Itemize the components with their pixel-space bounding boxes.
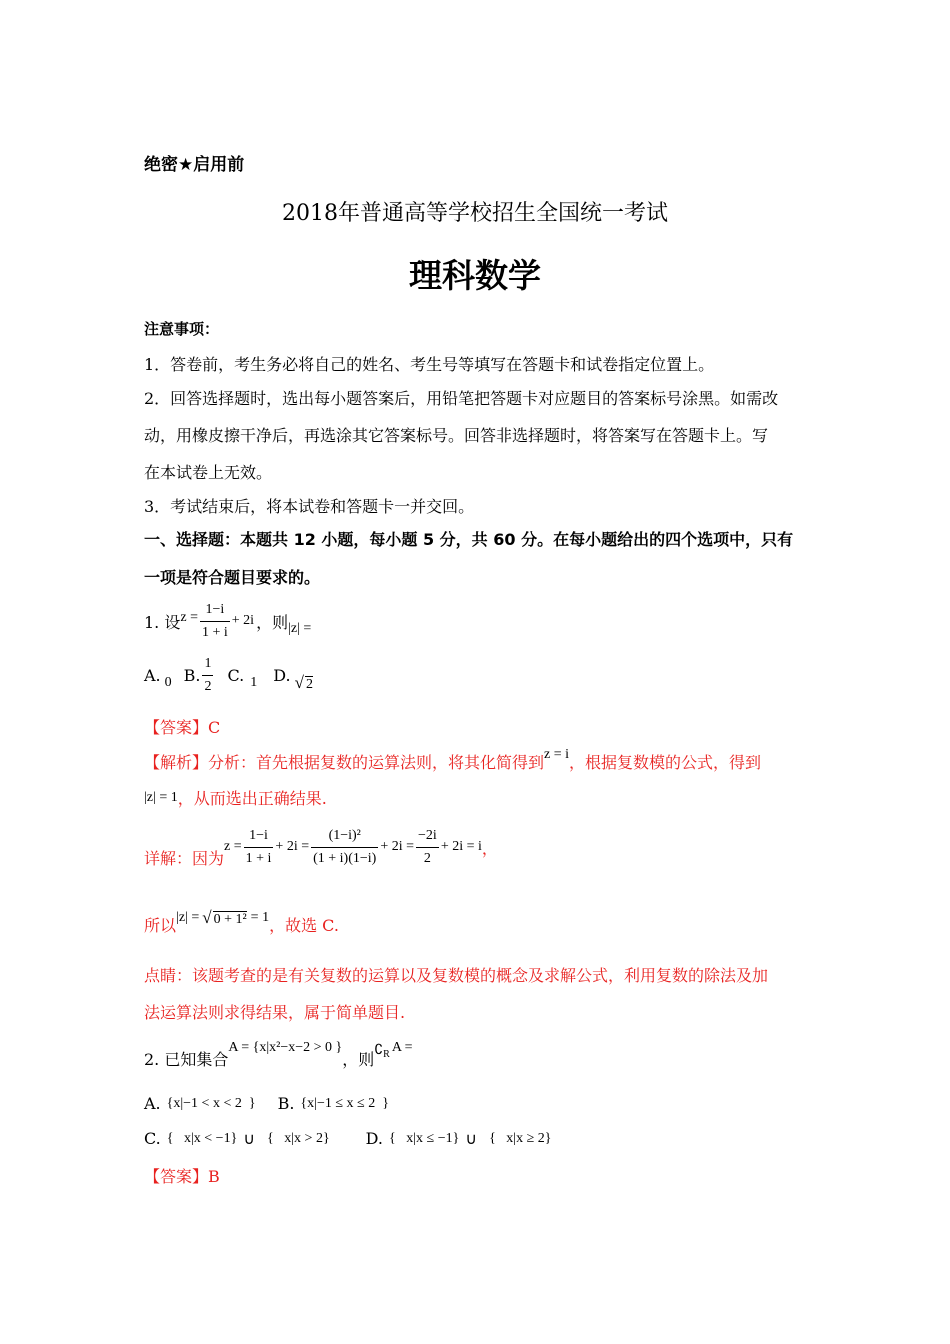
question-1-option-b-denominator: 2	[204, 678, 212, 694]
section-1-heading-line-2: 一项是符合题目要求的。	[144, 568, 321, 587]
question-2-option-d-label: D.	[365, 1129, 384, 1148]
question-1-stem	[144, 596, 311, 646]
question-1-options	[144, 652, 313, 698]
question-2-options-row-1	[144, 1094, 389, 1113]
notice-item-3: 3．考试结束后，将本试卷和答题卡一并交回。	[144, 497, 475, 516]
question-1-prefix: 1. 设	[144, 612, 181, 632]
question-1-detail-plus-3: + 2i = i	[440, 839, 482, 854]
question-1-detail-z-eq: z =	[224, 839, 242, 854]
exam-title: 2018年普通高等学校招生全国统一考试	[282, 201, 668, 226]
notice-item-2-line-1: 2．回答选择题时，选出每小题答案后，用铅笔把答题卡对应题目的答案标号涂黑。如需改	[144, 389, 779, 408]
question-2-option-d-value-2: { x|x ≥ 2}	[489, 1130, 552, 1146]
question-2-option-a-label: A.	[144, 1094, 161, 1113]
question-1-option-b-fraction	[202, 654, 213, 697]
question-1-fraction-numerator: 1−i	[200, 600, 230, 622]
question-1-option-d-label: D.	[273, 665, 291, 685]
question-1-analysis-part-b: ，根据复数模的公式，得到	[569, 753, 762, 772]
question-2-subscript-r: R	[383, 1048, 390, 1060]
question-1-detail-fraction-3-numerator: −2i	[416, 826, 439, 848]
question-1-analysis-abs-z: |z| = 1	[144, 789, 178, 805]
question-1-conclusion-eq: = 1	[250, 910, 270, 925]
question-2-a-eq: A =	[391, 1040, 413, 1055]
question-1-analysis-part-c: ，从而选出正确结果.	[177, 789, 327, 808]
question-1-detail-fraction-1	[244, 826, 274, 869]
question-1-analysis-line-1	[144, 747, 762, 773]
question-2-answer: 【答案】B	[144, 1167, 220, 1186]
question-1-detail-fraction-2	[311, 826, 378, 869]
question-1-detail-plus-1: + 2i =	[275, 839, 310, 854]
question-1-analysis-line-2	[144, 786, 327, 809]
notice-item-1: 1．答卷前，考生务必将自己的姓名、考生号等填写在答题卡和试卷指定位置上。	[144, 355, 715, 374]
question-1-analysis-z-eq-i: z = i	[544, 747, 570, 762]
question-2-option-b-value: {x|−1 ≤ x ≤ 2 }	[300, 1095, 389, 1111]
question-1-detail-fraction-3-denominator: 2	[423, 850, 431, 866]
question-1-conclusion-root	[202, 908, 246, 928]
question-1-option-c-value: 1	[250, 675, 258, 690]
complement-icon: ∁	[374, 1042, 384, 1058]
question-1-then: ，则	[256, 612, 289, 632]
question-1-conclusion-radicand: 0 + 1²	[213, 912, 247, 927]
question-1-conclusion	[144, 900, 339, 936]
subject-title: 理科数学	[409, 256, 541, 295]
question-2-option-d-value-1: { x|x ≤ −1}	[389, 1130, 460, 1146]
question-1-option-c-label: C.	[227, 665, 245, 685]
question-1-fraction	[200, 600, 230, 643]
question-1-abs-z: |z| =	[288, 621, 312, 636]
question-1-option-a-label: A.	[144, 665, 161, 685]
question-1-analysis-part-a: 【解析】分析：首先根据复数的运算法则，将其化简得到	[144, 753, 545, 772]
question-2-stem	[144, 1036, 413, 1068]
question-1-option-b-label: B.	[183, 665, 201, 685]
question-1-comment-line-2: 法运算法则求得结果，属于简单题目.	[144, 1003, 406, 1022]
question-1-detail	[144, 818, 498, 876]
question-1-detail-fraction-1-denominator: 1 + i	[245, 850, 272, 866]
sqrt-icon: √	[202, 908, 212, 927]
question-1-plus-2i: + 2i	[231, 613, 255, 628]
secret-label: 绝密★启用前	[144, 155, 245, 175]
question-1-option-d-value	[295, 673, 313, 693]
question-1-option-a-value: 0	[164, 675, 172, 690]
question-1-detail-fraction-2-numerator: (1−i)²	[311, 826, 378, 848]
sqrt-icon: √	[294, 673, 304, 692]
question-1-z-eq: z =	[180, 610, 198, 625]
question-1-fraction-denominator: 1 + i	[201, 624, 228, 640]
question-2-prefix: 2. 已知集合	[144, 1049, 229, 1069]
question-2-option-a-value: {x|−1 < x < 2 }	[166, 1095, 256, 1111]
question-1-detail-comma: ，	[481, 838, 498, 858]
question-1-conclusion-abs-z: |z| =	[176, 910, 200, 925]
question-1-conclusion-label: 所以	[144, 915, 177, 935]
question-1-detail-fraction-2-denominator: (1 + i)(1−i)	[313, 850, 377, 866]
question-1-answer: 【答案】C	[144, 718, 221, 737]
question-2-option-c-label: C.	[144, 1129, 161, 1148]
union-icon: ∪	[465, 1129, 478, 1148]
question-2-option-c-value-1: { x|x < −1}	[166, 1130, 238, 1146]
question-2-set-definition: A = {x|x²−x−2 > 0 }	[228, 1040, 343, 1055]
notice-heading: 注意事项：	[144, 320, 220, 338]
question-1-conclusion-end: ，故选 C.	[269, 915, 339, 935]
union-icon: ∪	[243, 1129, 256, 1148]
question-2-options-row-2	[144, 1129, 552, 1148]
question-1-detail-fraction-3	[416, 826, 439, 869]
question-1-detail-label: 详解：因为	[144, 848, 225, 868]
question-1-comment-line-1: 点睛：该题考查的是有关复数的运算以及复数模的概念及求解公式，利用复数的除法及加	[144, 966, 769, 985]
question-1-option-b-numerator: 1	[202, 654, 213, 676]
notice-item-2-line-2: 动，用橡皮擦干净后，再选涂其它答案标号。回答非选择题时，将答案写在答题卡上。写	[144, 426, 769, 445]
question-1-detail-fraction-1-numerator: 1−i	[244, 826, 274, 848]
question-2-then: ，则	[342, 1049, 375, 1069]
question-2-option-c-value-2: { x|x > 2}	[267, 1130, 330, 1146]
notice-item-2-line-3: 在本试卷上无效。	[144, 463, 273, 482]
question-1-detail-plus-2: + 2i =	[380, 839, 415, 854]
question-2-option-b-label: B.	[277, 1094, 295, 1113]
question-1-option-d-radicand: 2	[305, 677, 313, 692]
section-1-heading-line-1: 一、选择题：本题共 12 小题，每小题 5 分，共 60 分。在每小题给出的四个选项中，只有	[144, 530, 794, 549]
